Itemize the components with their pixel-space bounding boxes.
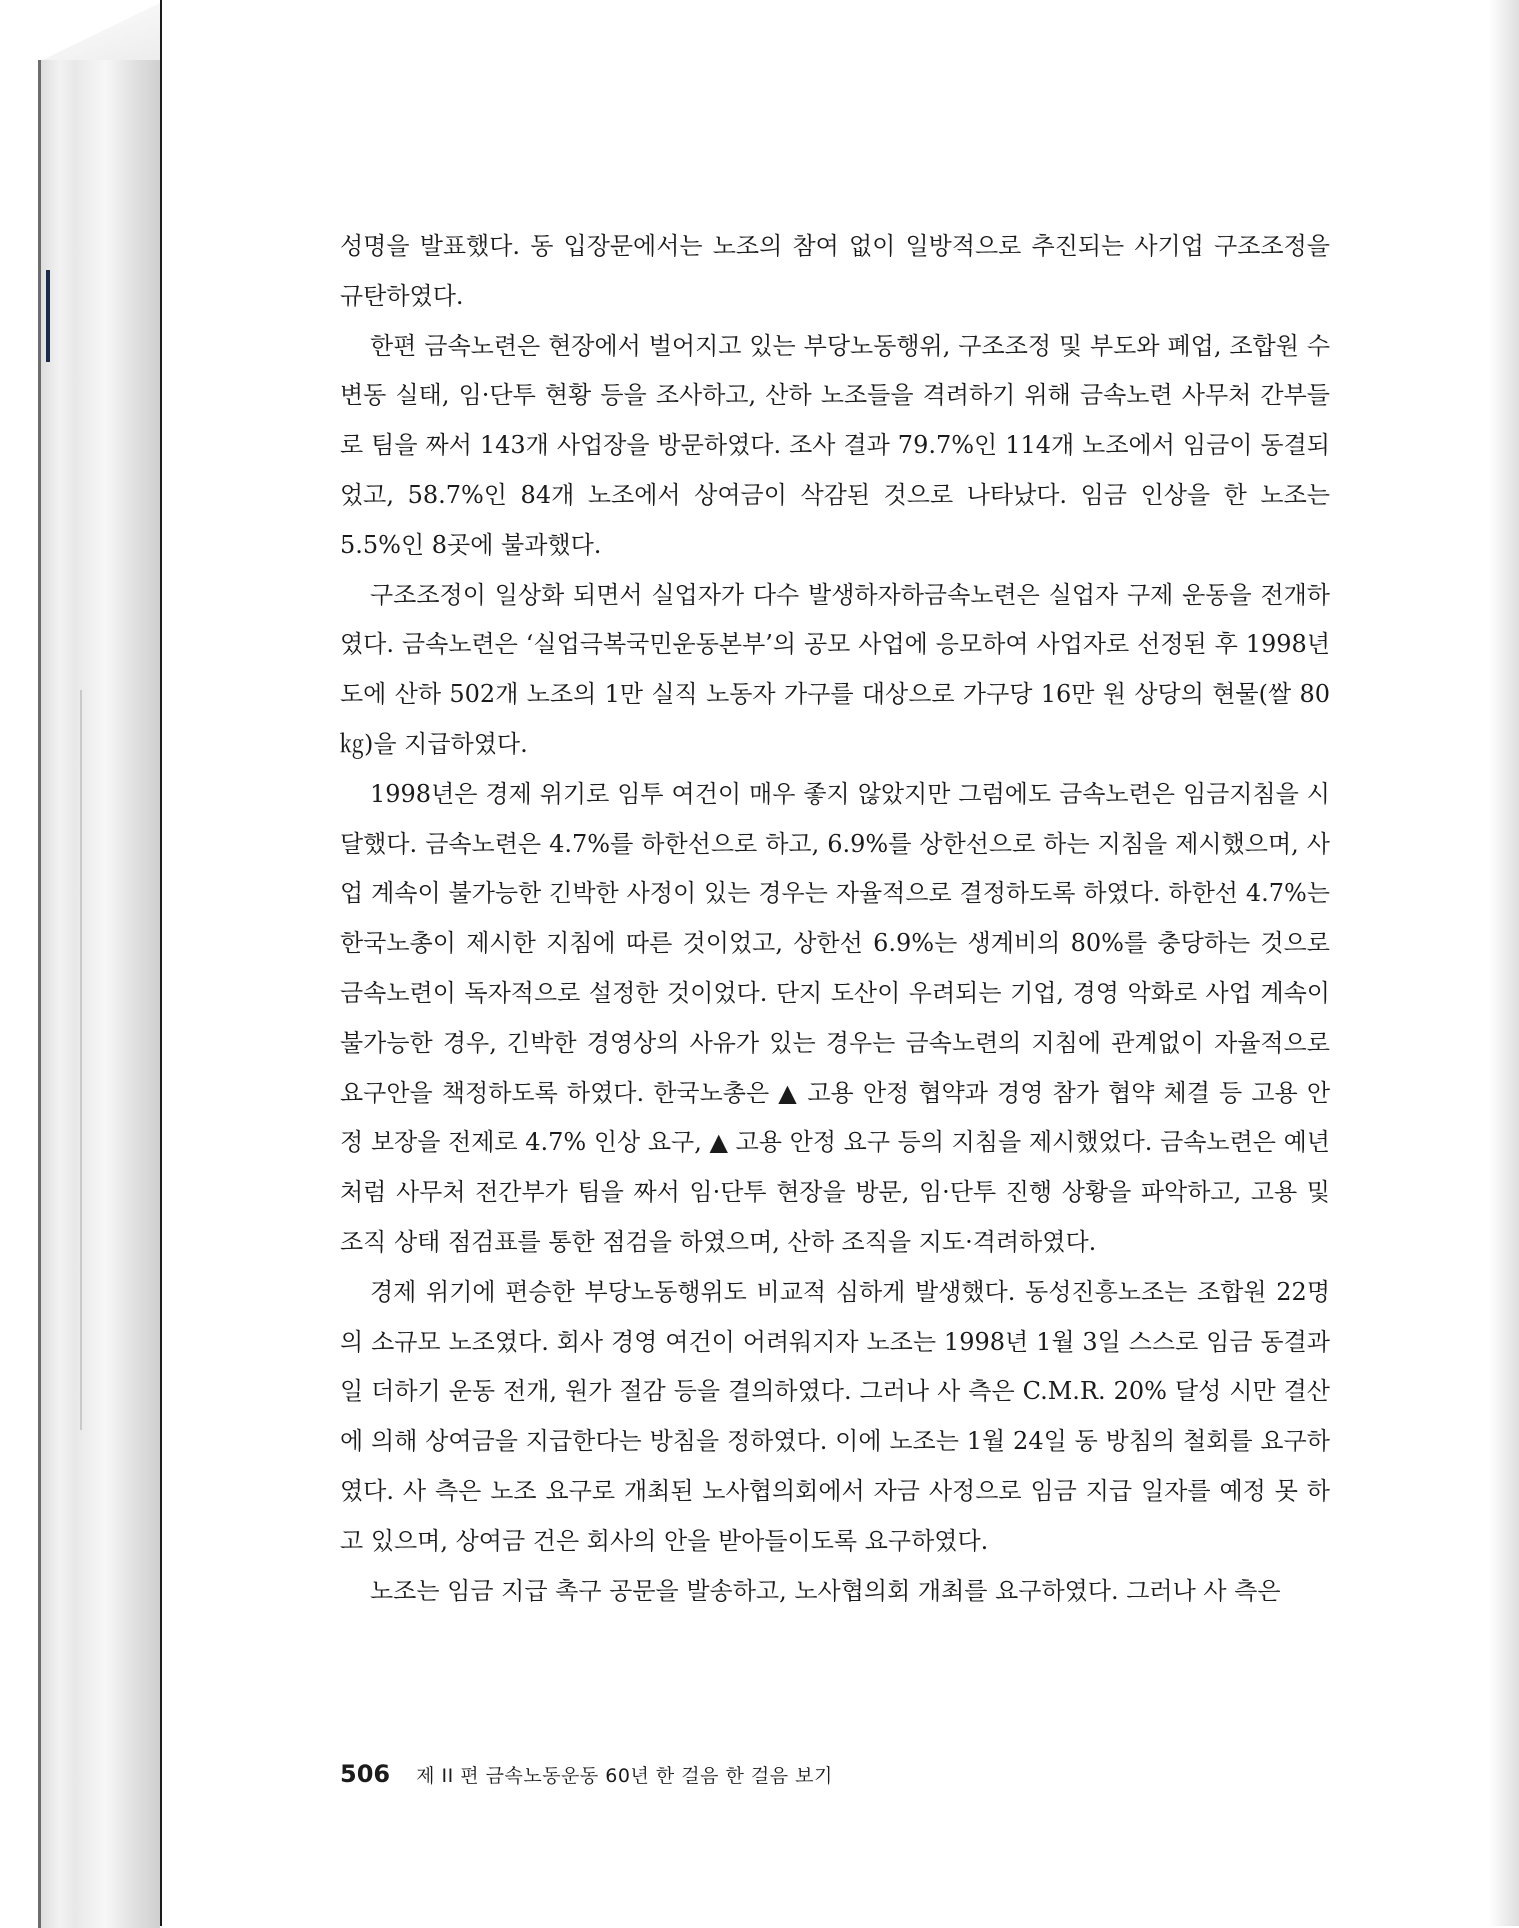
book-top-edge — [38, 2, 162, 62]
paragraph: 1998년은 경제 위기로 임투 여건이 매우 좋지 않았지만 그럼에도 금속노련은 임금지침을 시달했다. 금속노련은 4.7%를 하한선으로 하고, 6.9%를 상한선으로 하는 지침을 제시했으며, 사업 계속이 불가능한 긴박한 사정이 있는 경우는 자율적으로 결정하도록 하였다. 하한선 4.7%는 한국노총이 제시한 지침에 따른 것이었고, 상한선 6.9%는 생계비의 80%를 충당하는 것으로 금속노련이 독자적으로 설정한 것이었다. 단지 도산이 우려되는 기업, 경영 악화로 사업 계속이 불가능한 경우, 긴박한 경영상의 사유가 있는 경우는 금속노련의 지침에 관계없이 자율적으로 요구안을 책정하도록 하였다. 한국노총은 ▲ 고용 안정 협약과 경영 참가 협약 체결 등 고용 안정 보장을 전제로 4.7% 인상 요구, ▲ 고용 안정 요구 등의 지침을 제시했었다. 금속노련은 예년처럼 사무처 전간부가 팀을 짜서 임·단투 현장을 방문, 임·단투 진행 상황을 파악하고, 고용 및 조직 상태 점검표를 통한 점검을 하였으며, 산하 조직을 지도·격려하였다. — [340, 779, 1330, 1256]
spine-crease — [80, 690, 82, 1430]
paragraph: 성명을 발표했다. 동 입장문에서는 노조의 참여 없이 일방적으로 추진되는 사기업 구조조정을 규탄하였다. — [340, 232, 1330, 310]
paragraph: 경제 위기에 편승한 부당노동행위도 비교적 심하게 발생했다. 동성진흥노조는 조합원 22명의 소규모 노조였다. 회사 경영 여건이 어려워지자 노조는 1998년 1월 3일 스스로 임금 동결과 일 더하기 운동 전개, 원가 절감 등을 결의하였다. 그러나 사 측은 C.M.R. 20% 달성 시만 결산에 의해 상여금을 지급한다는 방침을 정하였다. 이에 노조는 1월 24일 동 방침의 철회를 요구하였다. 사 측은 노조 요구로 개최된 노사협의회에서 자금 사정으로 임금 지급 일자를 예정 못 하고 있으며, 상여금 건은 회사의 안을 받아들이도록 요구하였다. — [340, 1277, 1330, 1555]
paragraph: 한편 금속노련은 현장에서 벌어지고 있는 부당노동행위, 구조조정 및 부도와 폐업, 조합원 수 변동 실태, 임·단투 현황 등을 조사하고, 산하 노조들을 격려하기 위해 금속노련 사무처 간부들로 팀을 짜서 143개 사업장을 방문하였다. 조사 결과 79.7%인 114개 노조에서 임금이 동결되었고, 58.7%인 84개 노조에서 상여금이 삭감된 것으로 나타났다. 임금 인상을 한 노조는 5.5%인 8곳에 불과했다. — [340, 331, 1330, 559]
page-body-text — [340, 222, 1330, 1616]
page-edge-shadow — [1489, 0, 1519, 1926]
paragraph: 노조는 임금 지급 촉구 공문을 발송하고, 노사협의회 개최를 요구하였다. 그러나 사 측은 — [370, 1576, 1281, 1605]
running-head: 제 II 편 금속노동운동 60년 한 걸음 한 걸음 보기 — [416, 1765, 833, 1787]
bookmark-ribbon — [46, 270, 50, 362]
book-spine — [38, 60, 160, 1928]
book-spine-edge — [38, 60, 41, 1928]
page-number: 506 — [340, 1760, 391, 1788]
paragraph: 구조조정이 일상화 되면서 실업자가 다수 발생하자하금속노련은 실업자 구제 운동을 전개하였다. 금속노련은 ‘실업극복국민운동본부’의 공모 사업에 응모하여 사업자로 선정된 후 1998년도에 산하 502개 노조의 1만 실직 노동자 가구를 대상으로 가구당 16만 원 상당의 현물(쌀 80㎏)을 지급하였다. — [340, 580, 1330, 758]
page-footer — [340, 1760, 833, 1788]
